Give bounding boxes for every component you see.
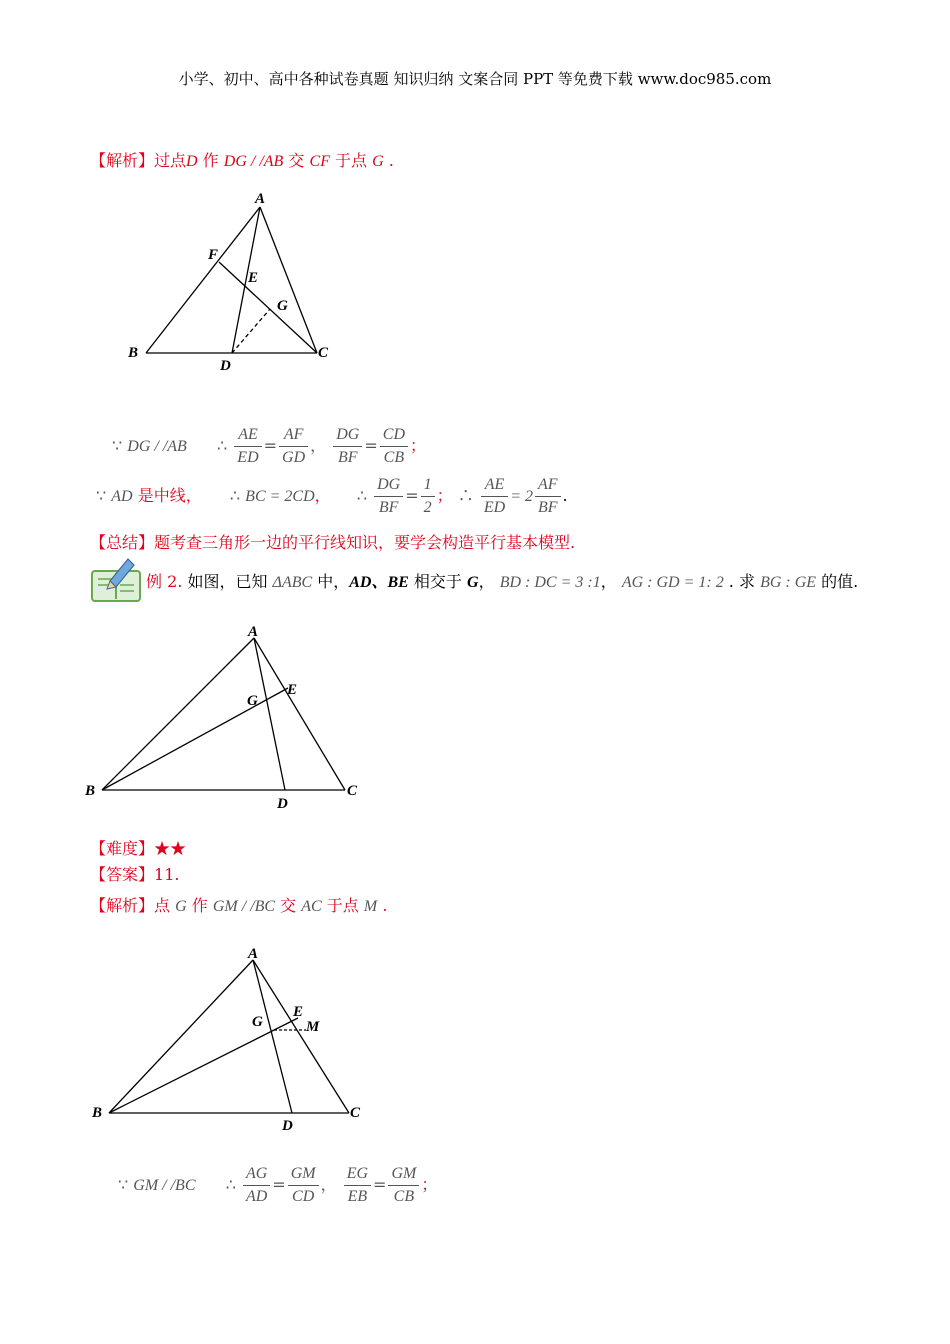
analysis-text: 于点 [321,896,364,915]
formula-line-2 [96,474,568,519]
comma: ， [600,572,617,591]
analysis-text: 作 [197,151,224,170]
answer-value: 11 [154,865,175,884]
label-e: E [248,270,259,286]
label-f: F [208,247,219,263]
equals: = [373,1175,387,1194]
label-b: B [92,1105,103,1121]
example-text: 中， [312,572,350,591]
segment-ad: AD [111,488,133,505]
segment-ad [253,960,292,1113]
equals: = [272,1175,286,1194]
bc-equation: BC = 2CD [245,488,315,505]
equals-two: = 2 [510,488,533,505]
segment-be [109,1018,298,1113]
ratio-bd-dc: BD : DC = 3 :1 [499,574,601,591]
difficulty-tag: 【难度】 [90,839,155,858]
analysis-tag: 【解析】 [90,896,155,915]
example-label: 例 2. [146,572,183,591]
label-a: A [248,946,259,962]
median-text: 是中线， [132,486,202,505]
analysis-text: 交 [283,151,310,170]
fraction: $\frac{CD}{CB}$ [380,424,408,469]
period: . [174,865,180,884]
side-ab [109,960,253,1113]
condition: DG / /AB [127,438,187,455]
summary-line [90,530,575,553]
because-symbol: ∵ [112,436,123,455]
example-text: 相交于 [408,572,468,591]
book-pencil-icon [90,555,144,603]
side-ac [260,207,317,353]
label-e: E [287,682,298,698]
therefore-symbol: ∴ [356,486,368,505]
point-g: G [175,898,187,915]
fraction: $\frac{AG}{AD}$ [243,1163,270,1208]
example-text: . 求 [723,572,761,591]
parallel-statement: DG / /AB [223,153,284,170]
equals: = [263,436,278,455]
example-text: 的值. [816,572,859,591]
side-ab [146,207,260,353]
analysis-text: 点 [154,896,176,915]
label-m: M [306,1019,320,1035]
therefore-symbol: ∴ [457,486,474,505]
figure-1-triangle [120,185,340,375]
example-2-statement [146,569,858,592]
semicolon: ； [421,1175,438,1194]
fraction: $\frac{EG}{EB}$ [344,1163,371,1208]
point-g: G [467,574,479,591]
label-a: A [248,624,259,640]
semicolon: ； [436,486,453,505]
formula-line-1 [112,424,426,469]
ratio-ag-gd: AG : GD = 1: 2 [621,574,724,591]
therefore-symbol: ∴ [229,486,241,505]
label-b: B [128,345,139,361]
therefore-symbol: ∴ [225,1175,236,1194]
fraction: $\frac{GM}{CD}$ [288,1163,319,1208]
fraction: $\frac{DG}{BF}$ [333,424,362,469]
summary-text: 题考查三角形一边的平行线知识，要学会构造平行基本模型. [154,533,576,552]
parallel-statement: GM / /BC [212,898,276,915]
fraction: $\frac{GM}{CB}$ [388,1163,419,1208]
because-symbol: ∵ [96,486,107,505]
comma: ， [314,486,331,505]
analysis-text: . [383,151,394,170]
ratio-bg-ge: BG : GE [760,574,817,591]
analysis-line-1 [90,148,394,171]
condition: GM / /BC [133,1177,196,1194]
analysis-tag: 【解析】 [90,151,155,170]
because-symbol: ∵ [118,1175,129,1194]
comma: ， [320,1175,337,1194]
point-m: M [363,898,378,915]
label-c: C [318,345,329,361]
analysis-text: . [377,896,388,915]
point-d: D [186,153,198,170]
segment-ac: AC [301,898,322,915]
answer-tag: 【答案】 [90,865,155,884]
fraction: $\frac{AF}{GD}$ [279,424,308,469]
fraction: $\frac{AF}{BF}$ [535,474,561,519]
therefore-symbol: ∴ [217,436,228,455]
figure-3-triangle [85,940,380,1140]
analysis-line-2 [90,893,387,916]
difficulty-line [90,836,186,859]
fraction: $\frac{AE}{ED}$ [481,474,508,519]
analysis-text: 作 [186,896,213,915]
analysis-text: 于点 [329,151,373,170]
fraction: $\frac{DG}{BF}$ [374,474,403,519]
semicolon: ； [410,436,427,455]
equals: = [405,486,419,505]
example-text: ， [478,572,495,591]
label-c: C [350,1105,361,1121]
point-g: G [372,153,384,170]
segment-cf: CF [309,153,330,170]
formula-line-3 [118,1163,437,1208]
segment-be [102,688,288,790]
label-e: E [293,1004,304,1020]
side-ac [254,638,345,790]
answer-line [90,862,179,885]
side-ab [102,638,254,790]
page-header: 小学、初中、高中各种试卷真题 知识归纳 文案合同 PPT 等免费下载 www.doc985.com [178,70,772,88]
difficulty-stars: ★★ [154,839,187,858]
dashed-dg [232,309,270,353]
label-d: D [220,358,231,374]
example-text: 如图，已知 [182,572,268,591]
segment-ad [254,638,285,790]
segment-cf [219,262,317,353]
segments-ad-be: AD、BE [349,574,409,591]
label-d: D [277,796,288,812]
fraction: $\frac{AE}{ED}$ [234,424,261,469]
fraction: $\frac{1}{2}$ [421,474,435,519]
triangle-abc: ΔABC [272,574,313,591]
side-ac [253,960,349,1113]
summary-tag: 【总结】 [90,533,155,552]
analysis-text: 交 [275,896,302,915]
label-b: B [85,783,96,799]
period: . [562,486,568,505]
equals: = [364,436,378,455]
label-a: A [255,191,266,207]
label-d: D [282,1118,293,1134]
comma: ， [310,436,327,455]
label-g: G [252,1014,263,1030]
analysis-text: 过点 [154,151,187,170]
label-c: C [347,783,358,799]
label-g: G [277,298,288,314]
figure-2-triangle [80,620,380,815]
label-g: G [247,693,258,709]
